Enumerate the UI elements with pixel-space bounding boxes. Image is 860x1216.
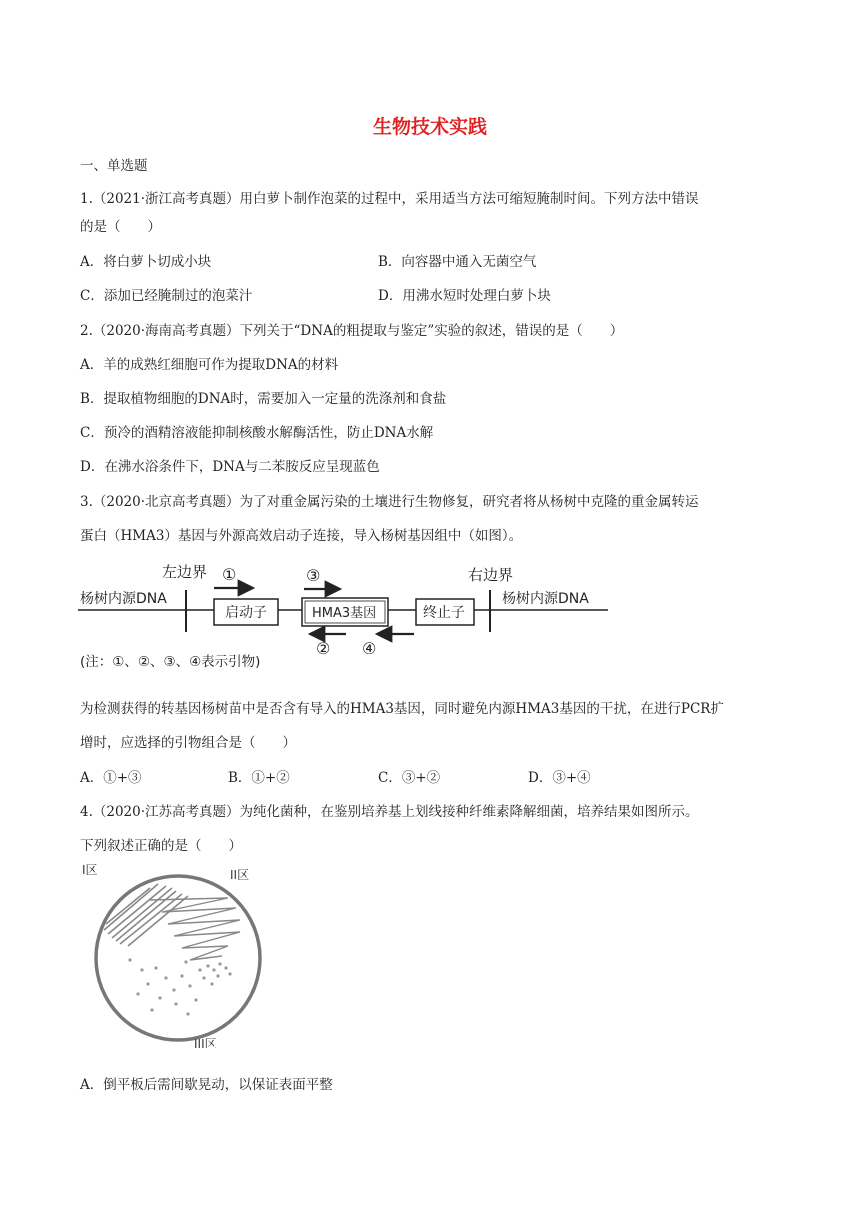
colonies <box>128 958 231 1015</box>
petri-dish <box>96 876 260 1040</box>
left-endogenous-dna-label: 杨树内源DNA <box>80 591 167 607</box>
question-1-option-b: B．向容器中通入无菌空气 <box>378 254 537 270</box>
question-1-option-d: D．用沸水短时处理白萝卜块 <box>378 288 551 304</box>
promoter-label: 启动子 <box>225 605 267 621</box>
question-4-stem: 4.（2020·江苏高考真题）为纯化菌种，在鉴别培养基上划线接种纤维素降解细菌，培养结果如图所示。 <box>80 804 699 820</box>
question-1-option-c: C．添加已经腌制过的泡菜汁 <box>80 288 253 304</box>
hma3-construct-diagram <box>78 558 618 668</box>
question-3-stem-cont: 蛋白（HMA3）基因与外源高效启动子连接，导入杨树基因组中（如图）。 <box>80 528 523 544</box>
question-4-stem-cont: 下列叙述正确的是（ ） <box>80 838 242 854</box>
primer-1-label: ① <box>222 565 237 584</box>
question-1-option-a: A．将白萝卜切成小块 <box>80 254 212 270</box>
primer-3-label: ③ <box>306 566 321 585</box>
primer-note: (注：①、②、③、④表示引物) <box>80 654 261 668</box>
section-heading: 一、单选题 <box>80 158 148 174</box>
left-border-label: 左边界 <box>162 563 208 581</box>
question-2-option-a: A．羊的成熟红细胞可作为提取DNA的材料 <box>80 357 339 373</box>
question-3-stem-3: 增时，应选择的引物组合是（ ） <box>80 735 296 751</box>
zone-2-streaks <box>150 898 240 960</box>
streak-plate-figure <box>78 858 288 1048</box>
primer-4-label: ④ <box>362 639 377 658</box>
question-3-stem-2: 为检测获得的转基因杨树苗中是否含有导入的HMA3基因，同时避免内源HMA3基因的干扰，在进行PCR扩 <box>80 701 724 717</box>
question-3-option-c: C．③+② <box>378 770 441 786</box>
question-3-stem: 3.（2020·北京高考真题）为了对重金属污染的土壤进行生物修复，研究者将从杨树中克隆的重金属转运 <box>80 494 699 510</box>
question-2-option-d: D．在沸水浴条件下，DNA与二苯胺反应呈现蓝色 <box>80 459 380 475</box>
question-1-stem-cont: 的是（ ） <box>80 219 161 235</box>
terminator-label: 终止子 <box>423 605 465 621</box>
question-2-stem: 2.（2020·海南高考真题）下列关于“DNA的粗提取与鉴定”实验的叙述，错误的是（ ） <box>80 323 624 339</box>
primer-2-label: ② <box>316 639 331 658</box>
zone-3-label: III区 <box>194 1037 217 1048</box>
question-4-option-a: A．倒平板后需间歇晃动，以保证表面平整 <box>80 1077 333 1093</box>
zone-2-label: II区 <box>230 868 250 882</box>
question-1-stem: 1.（2021·浙江高考真题）用白萝卜制作泡菜的过程中，采用适当方法可缩短腌制时间。下列方法中错误 <box>80 191 699 207</box>
question-3-option-a: A．①+③ <box>80 770 142 786</box>
right-border-label: 右边界 <box>468 566 514 584</box>
question-2-option-b: B．提取植物细胞的DNA时，需要加入一定量的洗涤剂和食盐 <box>80 391 447 407</box>
hma3-gene-label: HMA3基因 <box>312 606 377 621</box>
question-2-option-c: C．预冷的酒精溶液能抑制核酸水解酶活性，防止DNA水解 <box>80 425 434 441</box>
zone-1-label: I区 <box>82 863 98 877</box>
right-endogenous-dna-label: 杨树内源DNA <box>502 591 589 607</box>
zone-1-streaks <box>104 884 188 946</box>
page-title: 生物技术实践 <box>372 116 487 138</box>
question-3-option-b: B．①+② <box>228 770 290 786</box>
question-3-option-d: D．③+④ <box>528 770 591 786</box>
